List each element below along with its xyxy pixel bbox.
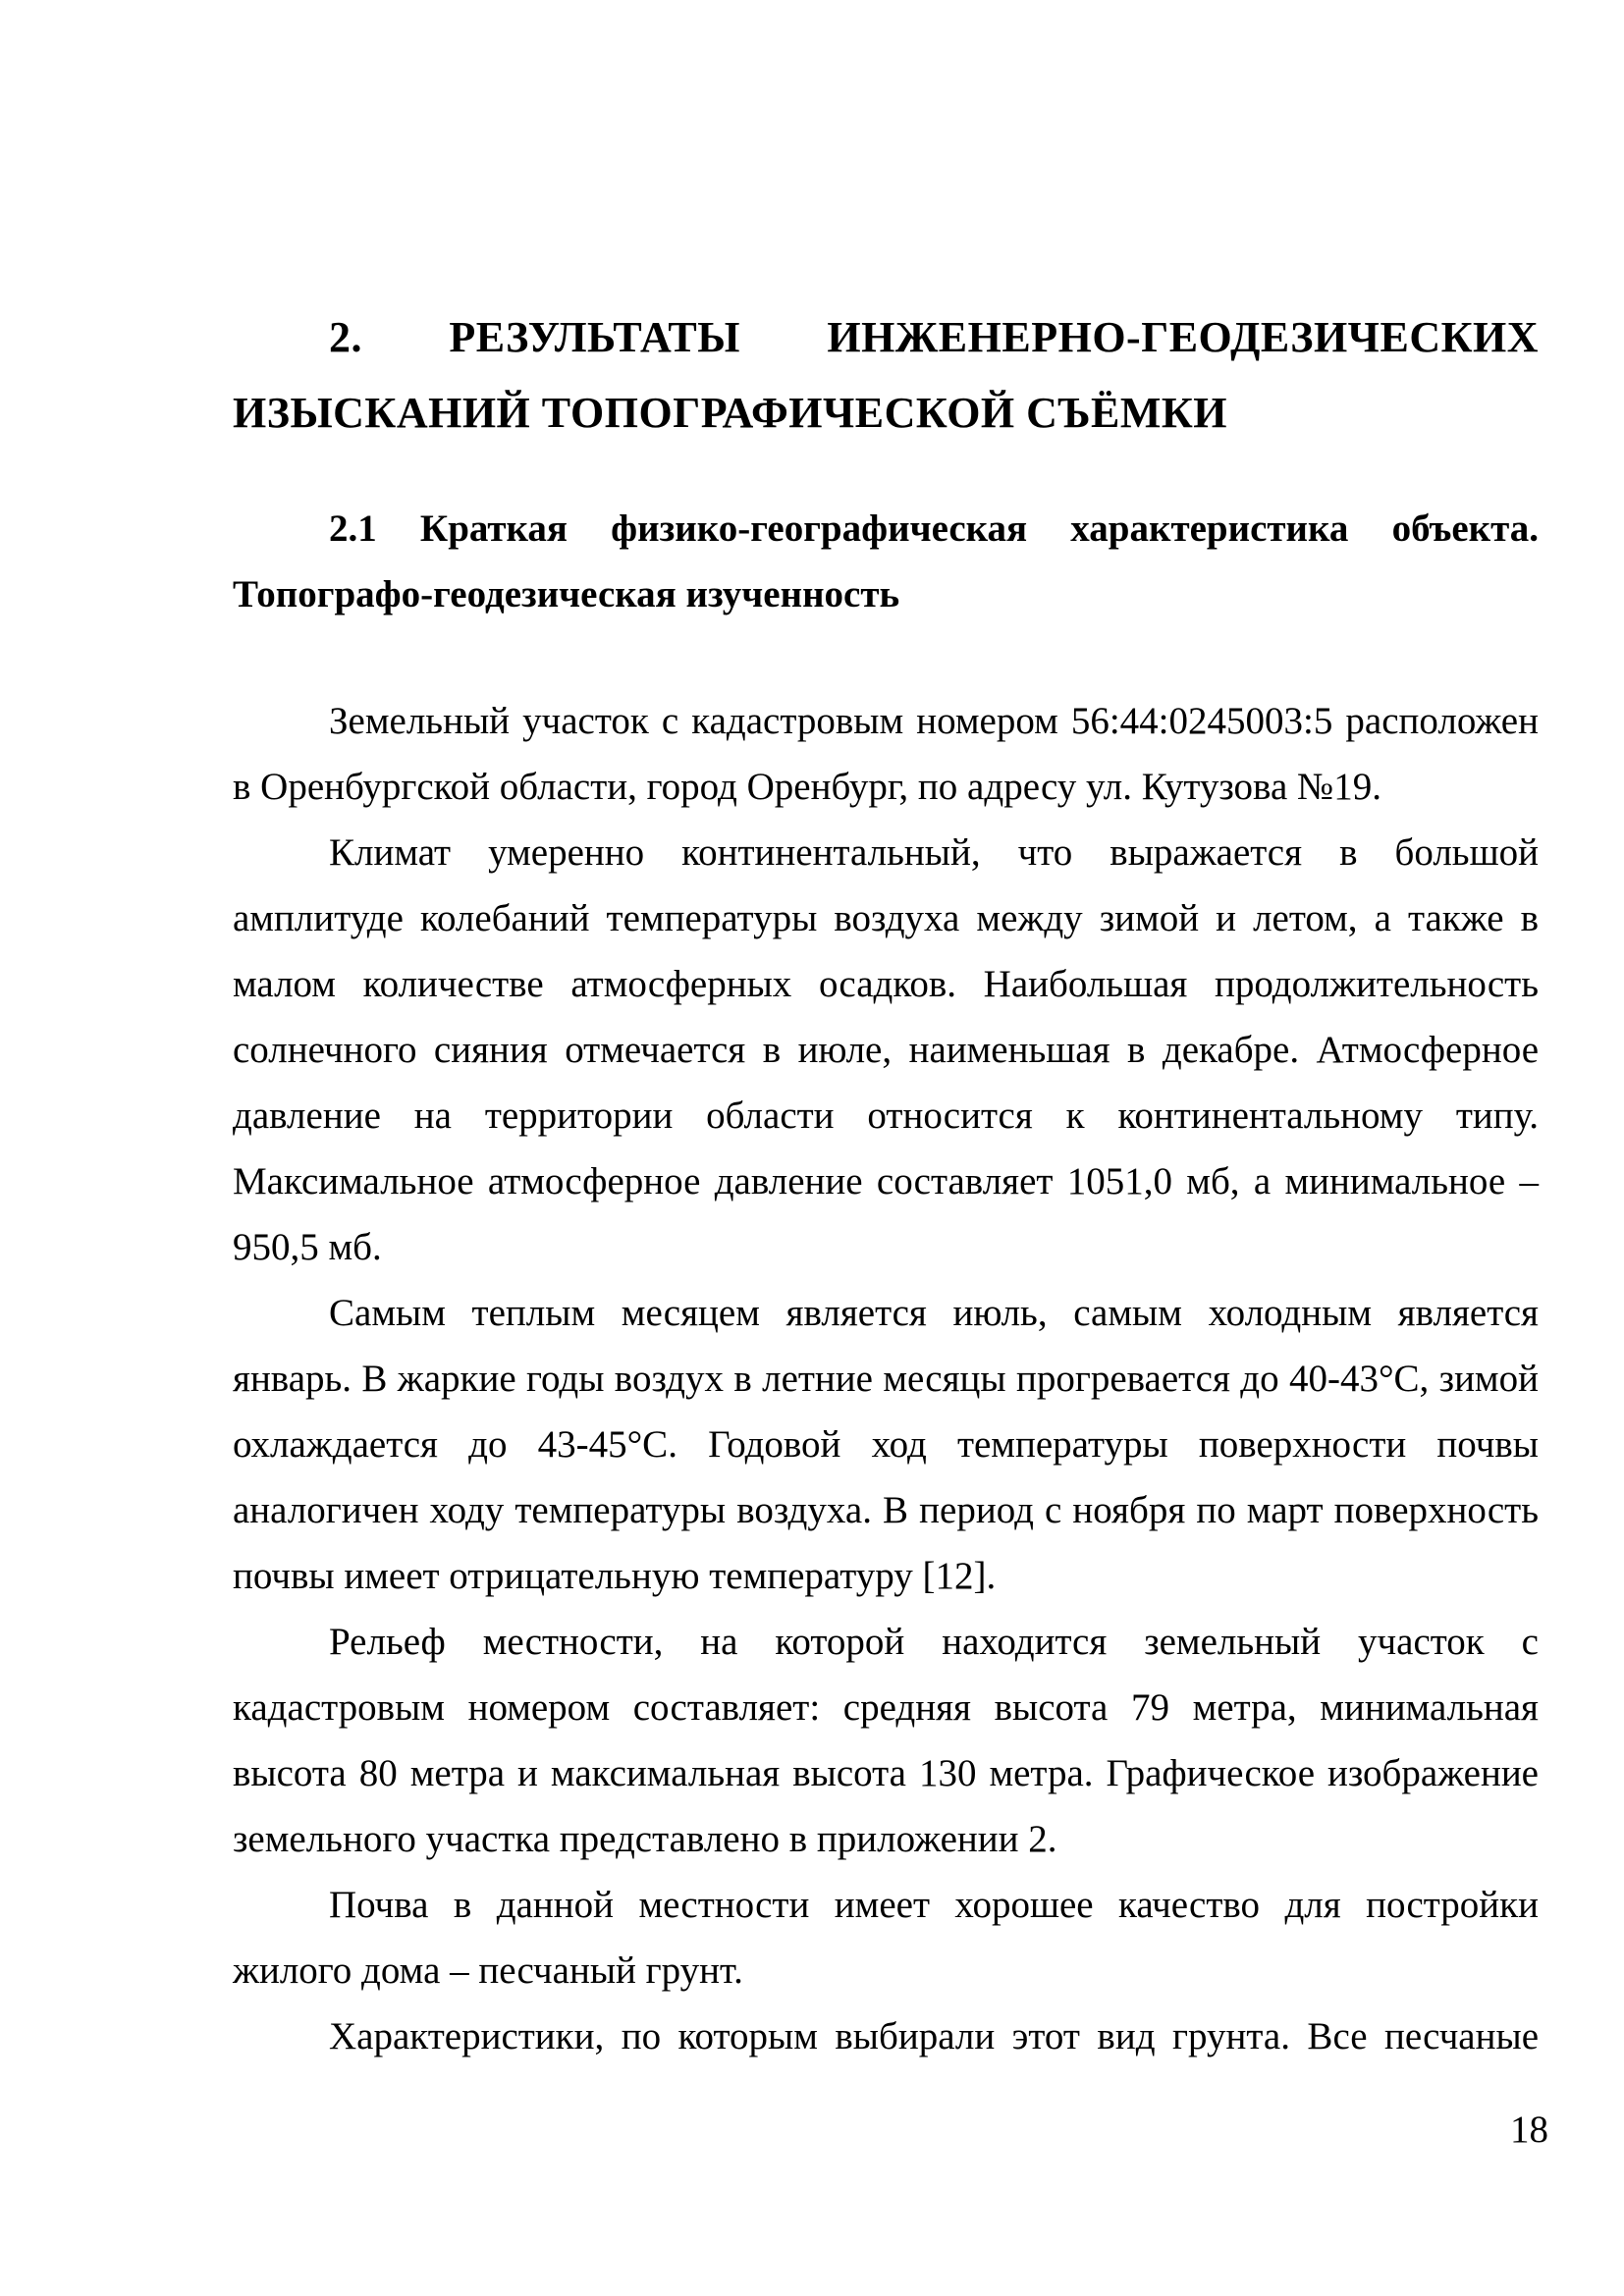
section-heading: 2. РЕЗУЛЬТАТЫ ИНЖЕНЕРНО-ГЕОДЕЗИЧЕСКИХ ИЗЫСКАНИЙ ТОПОГРАФИЧЕСКОЙ СЪЁМКИ <box>233 313 1539 437</box>
paragraph-relief: Рельеф местности, на которой находится земельный участок с кадастровым номером составляет: средняя высота 79 метра, минимальная высота 80 метра и максимальная высота 130 метра. Графическое изображение земельного участка представлено в приложении 2. <box>233 1621 1539 1860</box>
paragraph-climate: Климат умеренно континентальный, что выражается в большой амплитуде колебаний температуры воздуха между зимой и летом, а также в малом количестве атмосферных осадков. Наибольшая продолжительность солнечного сияния отмечается в июле, наименьшая в декабре. Атмосферное давление на территории области относится к континентальному типу. Максимальное атмосферное давление составляет 1051,0 мб, а минимальное – 950,5 мб. <box>233 831 1539 1268</box>
paragraph-soil: Почва в данной местности имеет хорошее качество для постройки жилого дома – песчаный грунт. <box>233 1884 1539 1992</box>
paragraph-land-plot: Земельный участок с кадастровым номером 56:44:0245003:5 расположен в Оренбургской области, город Оренбург, по адресу ул. Кутузова №19. <box>233 700 1539 808</box>
subsection-heading: 2.1 Краткая физико-географическая характеристика объекта. Топографо-геодезическая изученность <box>233 507 1539 615</box>
paragraph-soil-characteristics: Характеристики, по которым выбирали этот вид грунта. Все песчаные <box>329 2015 1539 2057</box>
page-number: 18 <box>1510 2109 1548 2151</box>
paragraph-temperature: Самым теплым месяцем является июль, самым холодным является январь. В жаркие годы воздух в летние месяцы прогревается до 40-43°С, зимой охлаждается до 43-45°С. Годовой ход температуры поверхности почвы аналогичен ходу температуры воздуха. В период с ноября по март поверхность почвы имеет отрицательную температуру [12]. <box>233 1292 1539 1597</box>
